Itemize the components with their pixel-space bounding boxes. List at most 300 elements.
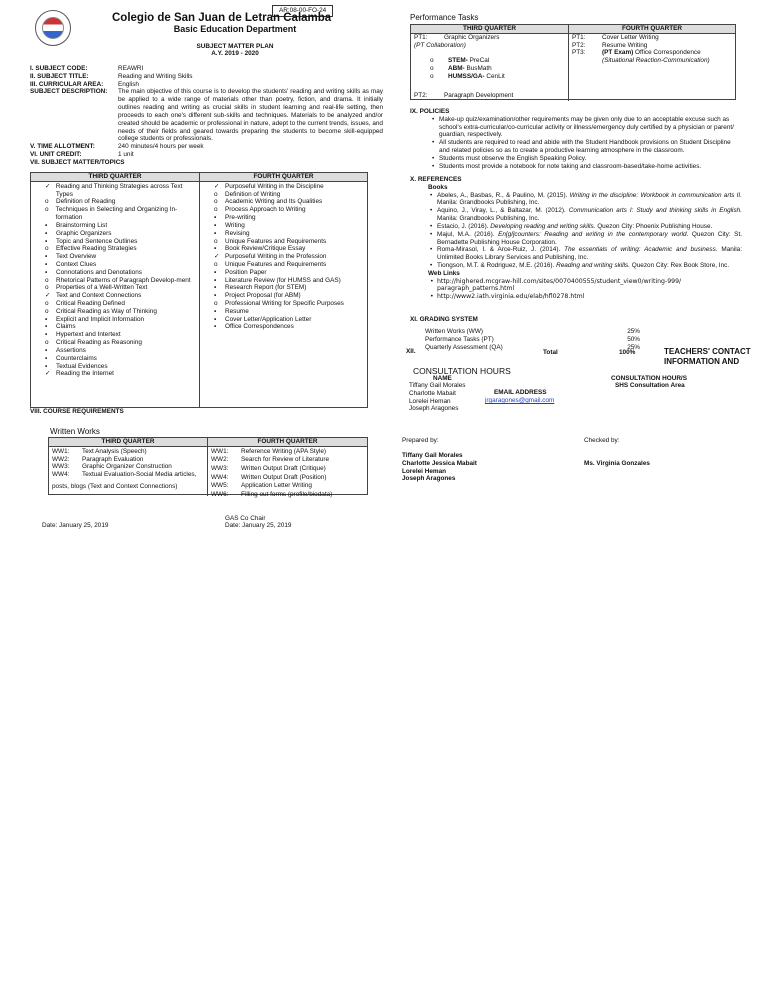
title-label: II. SUBJECT TITLE:	[30, 72, 89, 80]
topic-bullet: o	[45, 276, 49, 284]
topic-text: Professional Writing for Specific Purposes	[225, 300, 344, 307]
performance-table	[410, 24, 736, 100]
ww-q4-row	[211, 456, 364, 465]
topic-item	[200, 191, 367, 199]
ww-q4-row-value: Application Letter Writing	[241, 482, 312, 490]
book-bullet: •	[430, 191, 433, 199]
topic-text: Unique Features and Requirements	[225, 237, 327, 245]
date-right: Date: January 25, 2019	[225, 522, 292, 529]
book-bullet: •	[430, 261, 433, 269]
topic-text: Definition of Writing	[225, 190, 281, 198]
ww-q4-row	[211, 448, 364, 457]
topic-item	[200, 230, 367, 238]
policy-text: All students are required to read and abide with the Student Handbook provisions on Student Discipline and related policies so as to create a productive learning atmosphere in the classroom.	[439, 139, 731, 155]
ww-q4-list	[208, 447, 367, 501]
topic-item	[31, 363, 199, 371]
web-item	[430, 293, 742, 301]
topic-bullet: ✓	[214, 182, 220, 190]
topic-text: Hypertext and Intertext	[56, 331, 121, 339]
topic-text: Critical Reading as Reasoning	[56, 339, 142, 347]
topic-text: Purposeful Writing in the Profession	[225, 253, 327, 261]
topic-bullet: o	[45, 339, 49, 347]
topic-text: Office Correspondences	[225, 323, 294, 331]
topic-text: Book Review/Critique Essay	[225, 245, 306, 253]
topic-bullet: ▪	[45, 221, 48, 229]
ww-q3-row-value: Text Analysis (Speech)	[82, 447, 147, 455]
contact-name-head: NAME	[433, 375, 452, 382]
topic-bullet: ▪	[214, 323, 217, 331]
web-link[interactable]: http://www2.iath.virginia.edu/elab/hfl0278.html	[437, 292, 585, 300]
topic-text: Revising	[225, 229, 250, 237]
topic-text: Resume	[225, 307, 249, 315]
ww-q3-row-key: WW3:	[52, 463, 70, 471]
grading-list	[425, 328, 640, 351]
book-item	[430, 223, 742, 231]
book-item	[430, 192, 742, 208]
topic-bullet: ▪	[45, 229, 48, 237]
topic-item	[31, 230, 199, 238]
topic-bullet: ✓	[214, 253, 220, 261]
topic-item	[31, 277, 199, 285]
topic-item	[200, 222, 367, 230]
plan-year: A.Y. 2019 - 2020	[211, 50, 259, 57]
grading-component: Quarterly Assessment (QA)	[425, 343, 503, 351]
section-xii: XII.	[406, 348, 416, 355]
book-title: Communication arts I: Study and thinking skills in English.	[568, 207, 742, 215]
topic-bullet: ▪	[45, 260, 48, 268]
ww-q4-row	[211, 491, 364, 500]
topic-item	[200, 277, 367, 285]
policies-list	[410, 116, 740, 171]
policy-item	[432, 116, 740, 139]
grading-component: Written Works (WW)	[425, 328, 483, 335]
book-text	[437, 207, 742, 223]
credit-label: VI. UNIT CREDIT:	[30, 150, 82, 158]
policy-bullet: •	[432, 139, 435, 147]
pt-q4-row	[572, 34, 732, 42]
topics-q4-list	[200, 182, 367, 408]
topic-bullet: ▪	[45, 268, 48, 276]
topics-label: VII. SUBJECT MATTER/TOPICS	[30, 158, 125, 166]
topic-item	[200, 308, 367, 316]
topic-item	[31, 284, 199, 292]
topic-bullet: ✓	[45, 182, 51, 190]
topic-text: Project Proposal (for ABM)	[225, 292, 301, 300]
pt3-key: PT3:	[572, 49, 586, 57]
topic-text: Techniques in Selecting and Organizing In-formation	[55, 206, 178, 222]
topic-bullet: o	[45, 206, 49, 214]
time-allotment: 240 minutes/4 hours per week	[118, 143, 204, 151]
topic-bullet: o	[45, 198, 49, 206]
strand-subject: PreCal	[467, 57, 490, 65]
school-name: Colegio de San Juan de Letran Calamba	[112, 12, 332, 24]
topic-bullet: ▪	[45, 315, 48, 323]
topic-bullet: o	[45, 284, 49, 292]
book-author: Majul, M.A. (2016).	[437, 230, 499, 238]
policy-item	[432, 139, 740, 155]
ww-q4-row-key: WW1:	[211, 447, 229, 455]
web-link[interactable]: http://highered.mcgraw-hill.com/sites/0070400555/student_view0/writing-999/ paragraph_patterns.html	[437, 277, 682, 293]
grading-component: Performance Tasks (PT)	[425, 335, 494, 343]
topic-text: Assertions	[56, 346, 86, 354]
ww-q4-row-value: Written Output Draft (Position)	[241, 473, 327, 481]
topic-item	[31, 222, 199, 230]
topic-bullet: ▪	[214, 245, 217, 253]
topic-bullet: ▪	[214, 292, 217, 300]
policy-bullet: •	[432, 162, 435, 170]
references-section	[410, 176, 742, 300]
book-author: Roma-Mirasol, I. & Arce-Ruiz, J. (2014).	[437, 246, 565, 254]
topic-text: Critical Reading as Way of Thinking	[56, 307, 157, 315]
strand-row	[430, 57, 565, 65]
email-head: EMAIL ADDRESS	[494, 389, 547, 396]
prepared-name: Lorelei Heman	[402, 467, 447, 475]
topic-text: Unique Features and Requirements	[225, 260, 327, 268]
ww-q3-row	[52, 456, 204, 464]
topics-q4-head: FOURTH QUARTER	[200, 173, 367, 182]
pt3-value: Office Correspondence	[633, 49, 701, 57]
ww-q4-row	[211, 482, 364, 491]
topic-text: Graphic Organizers	[56, 229, 112, 237]
book-publisher: Quezon City: St. Bernadette Publishing House Corporation.	[437, 230, 742, 246]
topic-bullet: ▪	[45, 354, 48, 362]
topic-item	[31, 238, 199, 246]
grading-total-label: Total	[543, 349, 558, 356]
topic-bullet: ▪	[214, 268, 217, 276]
topic-text: Connotations and Denotations	[56, 268, 142, 276]
topic-bullet: o	[214, 300, 218, 307]
ww-q4-row-value: Search for Review of Literature	[241, 456, 330, 464]
book-title: En[gl]counters: Reading and writing in the contemporary world.	[498, 230, 689, 238]
topics-table	[30, 172, 368, 408]
strand-subject: CenLit	[484, 73, 505, 81]
ww-q3-head: THIRD QUARTER	[49, 438, 208, 447]
strand-text	[448, 65, 492, 72]
topic-item	[200, 316, 367, 324]
pt-q4-row-key: PT1:	[572, 33, 586, 41]
topic-bullet: o	[214, 206, 218, 214]
topic-text: Reading and Thinking Strategies across Text Types	[55, 182, 183, 198]
topic-item	[200, 238, 367, 246]
course-req-label: VIII. COURSE REQUIREMENTS	[30, 408, 124, 415]
topic-text: Rhetorical Patterns of Paragraph Develop-ment	[56, 276, 191, 284]
topic-text: Literature Review (for HUMSS and GAS)	[225, 276, 341, 284]
topic-text: Claims	[56, 323, 76, 331]
topic-bullet: ▪	[214, 229, 217, 237]
policies-title: IX. POLICIES	[410, 108, 450, 115]
topic-bullet: ▪	[214, 221, 217, 229]
topic-item	[200, 284, 367, 292]
topics-q3-list	[31, 182, 200, 408]
topic-text: Position Paper	[225, 268, 267, 276]
topic-text: Definition of Reading	[56, 198, 116, 206]
ww-q3-list	[52, 448, 204, 479]
ww-q4-row	[211, 465, 364, 474]
topics-q3-head: THIRD QUARTER	[31, 173, 200, 182]
contact-name: Charlotte Mabait	[409, 389, 456, 397]
pt3-note: (Situational Reaction-Communication)	[602, 57, 710, 65]
topic-bullet: ▪	[214, 284, 217, 292]
written-works-title: Written Works	[50, 427, 100, 436]
strand-bullet: o	[430, 73, 434, 81]
book-bullet: •	[430, 230, 433, 238]
strand-bullet: o	[430, 57, 434, 65]
ww-q3-row-value: Paragraph Evaluation	[82, 455, 144, 463]
date-left: Date: January 25, 2019	[42, 522, 109, 529]
strand-row	[430, 65, 565, 73]
grading-row	[425, 328, 640, 336]
policy-bullet: •	[432, 154, 435, 162]
unit-credit: 1 unit	[118, 150, 134, 158]
topic-bullet: o	[214, 260, 218, 268]
gas-co-chair: GAS Co Chair	[225, 515, 266, 522]
pt-strands-list	[414, 57, 565, 80]
ww-q3-row-key: WW2:	[52, 455, 70, 463]
prepared-name: Tiffany Gail Morales	[402, 452, 463, 459]
topic-item	[200, 300, 367, 308]
topic-item	[31, 261, 199, 269]
pt2-value: Paragraph Development	[444, 92, 514, 99]
topic-item	[31, 331, 199, 339]
topic-item	[31, 292, 199, 300]
consult-area: SHS Consultation Area	[615, 382, 685, 389]
topic-item	[200, 323, 367, 331]
topic-text: Text and Context Connections	[56, 292, 142, 300]
topic-text: Critical Reading Defined	[56, 300, 125, 307]
strand-text	[448, 57, 489, 64]
topic-bullet: ✓	[45, 292, 51, 300]
performance-title: Performance Tasks	[410, 13, 479, 22]
checked-name: Ms. Virginia Gonzales	[584, 460, 650, 467]
time-label: V. TIME ALLOTMENT:	[30, 143, 95, 151]
pt-q4-head: FOURTH QUARTER	[569, 25, 735, 34]
written-works-table	[48, 437, 368, 499]
pt1-key: PT1:	[414, 33, 428, 41]
code-label: I. SUBJECT CODE:	[30, 65, 88, 72]
book-title: The essentials of writing: Academic and business.	[564, 246, 718, 254]
prepared-names	[402, 452, 477, 483]
document-code: AR:08-00-FO-24	[272, 5, 333, 17]
topic-item	[31, 198, 199, 206]
topic-bullet: ▪	[45, 331, 48, 339]
policy-text: Make-up quiz/examination/other requirements may be given only due to an acceptable excuse such as school's extra-curricular/co-curricular activity or illness/emergency duly certified by a physician or parent/ guardian, respectively.	[439, 115, 734, 139]
book-author: Estacio, J. (2016).	[437, 222, 491, 230]
book-item	[430, 207, 742, 223]
topic-text: Properties of a Well-Written Text	[56, 284, 148, 292]
pt-q4-list	[572, 34, 732, 50]
references-title: X. REFERENCES	[410, 176, 462, 183]
curricular-area: English	[118, 80, 139, 88]
ww-q3-row	[52, 448, 204, 456]
topic-item	[200, 183, 367, 191]
policy-item	[432, 163, 740, 171]
topic-bullet: ▪	[45, 237, 48, 245]
topic-item	[200, 214, 367, 222]
topic-bullet: ✓	[45, 370, 51, 378]
topic-item	[31, 370, 199, 378]
book-title: Writing in the discipline: Workbook in communication arts II.	[569, 191, 742, 199]
topic-item	[200, 245, 367, 253]
topic-item	[31, 245, 199, 253]
topic-text: Writing	[225, 221, 245, 229]
ww-q4-row-key: WW4:	[211, 473, 229, 481]
topic-item	[31, 269, 199, 277]
pt-q4-row-value: Resume Writing	[602, 41, 648, 49]
topic-item	[200, 292, 367, 300]
books-list	[410, 192, 742, 270]
book-text	[437, 192, 742, 208]
ww-q4-row-key: WW6:	[211, 491, 229, 499]
topic-text: Research Report (for STEM)	[225, 284, 307, 292]
strand-code: HUMSS/GA-	[448, 73, 485, 81]
contact-name: Joseph Aragones	[409, 405, 459, 413]
ww-q3-row-key: WW1:	[52, 447, 70, 455]
topic-bullet: ▪	[45, 346, 48, 354]
ww-q3-row	[52, 463, 204, 471]
pt-q4-row-key: PT2:	[572, 41, 586, 49]
pt1-value: Graphic Organizers	[444, 33, 500, 41]
policy-item	[432, 155, 740, 163]
grading-weight: 50%	[627, 335, 640, 343]
subject-code: REAWRI	[118, 65, 144, 72]
web-item	[430, 278, 742, 293]
consult-head: CONSULTATION HOUR/S	[611, 375, 687, 382]
web-bullet: •	[430, 292, 434, 300]
book-item	[430, 231, 742, 247]
topic-item	[31, 339, 199, 347]
checked-label: Checked by:	[584, 437, 620, 444]
book-author: Aquino, J., Viray, L., & Baltazar, M. (2012).	[437, 207, 569, 215]
pt1-note: (PT Collaboration)	[414, 41, 466, 49]
topic-text: Academic Writing and Its Qualities	[225, 198, 323, 206]
grading-weight: 25%	[627, 343, 640, 351]
ww-q3-tail: posts, blogs (Text and Context Connections)	[52, 483, 178, 491]
prepared-label: Prepared by:	[402, 437, 439, 444]
book-item	[430, 262, 742, 270]
topic-text: Counterclaims	[56, 354, 97, 362]
topic-text: Cover Letter/Application Letter	[225, 315, 312, 323]
ww-q4-row-key: WW2:	[211, 456, 229, 464]
email-link[interactable]: jrgaragones@gmail.com	[485, 397, 555, 404]
topic-bullet: ▪	[45, 323, 48, 331]
grading-total: 100%	[619, 349, 636, 356]
strand-subject: BusMath	[464, 65, 492, 73]
grading-row	[425, 344, 640, 352]
ww-q3-row-value: Graphic Organizer Construction	[82, 463, 172, 471]
ww-q4-row	[211, 474, 364, 483]
topic-item	[31, 316, 199, 324]
book-title: Developing reading and writing skills.	[490, 222, 596, 230]
book-bullet: •	[430, 207, 433, 215]
topic-bullet: o	[214, 198, 218, 206]
topic-item	[31, 206, 199, 222]
book-publisher: Manila: Grandbooks Publishing, Inc.	[437, 215, 540, 223]
topic-item	[31, 183, 199, 199]
plan-title: SUBJECT MATTER PLAN	[196, 43, 274, 50]
web-bullet: •	[430, 277, 434, 285]
book-text	[437, 231, 742, 247]
consultation-hours-head: CONSULTATION HOURS	[413, 366, 511, 376]
policy-text: Students must observe the English Speaking Policy.	[439, 154, 587, 162]
book-publisher: Quezon City: Rex Book Store, Inc.	[630, 261, 730, 269]
topic-item	[31, 355, 199, 363]
topic-bullet: o	[214, 190, 218, 198]
topic-text: Reading the Internet	[56, 370, 114, 378]
book-publisher: Manila: Grandbooks Publishing, Inc.	[437, 199, 540, 207]
book-text	[437, 246, 742, 262]
ww-q4-head: FOURTH QUARTER	[208, 438, 367, 447]
pt-q4-row	[572, 42, 732, 50]
topic-item	[31, 300, 199, 308]
prepared-name: Charlotte Jessica Mabait	[402, 459, 477, 467]
topic-item	[200, 206, 367, 214]
pt3-bold: (PT Exam)	[602, 49, 634, 57]
ww-q3-row-key: WW4:	[52, 471, 70, 479]
strand-bullet: o	[430, 65, 434, 73]
subject-title: Reading and Writing Skills	[118, 72, 193, 80]
grading-row	[425, 336, 640, 344]
pt-q3-head: THIRD QUARTER	[411, 25, 569, 34]
books-label: Books	[428, 183, 448, 191]
pt-q4-row-value: Cover Letter Writing	[602, 33, 659, 41]
topic-bullet: o	[214, 237, 218, 245]
topic-item	[200, 261, 367, 269]
topic-item	[31, 323, 199, 331]
topic-text: Purposeful Writing in the Discipline	[225, 182, 324, 190]
prepared-name: Joseph Aragones	[402, 475, 456, 483]
topic-text: Textual Evidences	[56, 362, 108, 370]
topic-bullet: ▪	[214, 307, 217, 315]
strand-row	[430, 73, 565, 81]
ww-q4-row-value: Filling out forms (profile/biodata)	[241, 491, 333, 499]
book-item	[430, 246, 742, 262]
ww-q3-row-value: Textual Evaluation-Social Media articles,	[82, 471, 197, 479]
desc-label: SUBJECT DESCRIPTION:	[30, 88, 108, 96]
book-text	[437, 262, 729, 270]
ww-q4-row-key: WW3:	[211, 465, 229, 473]
subject-description: The main objective of this course is to develop the students' reading and writing skills as may be applied to a wide range of materials other than poetry, fiction, and drama. It initially outlines reading and writing as crucial skills in student learning and real-life setting, then proceeds to each one's different sub-skills and techniques. Materials to be analyzed and/or created should be academic or professional in nature, adept to the current trends, issues, and needs of their fields and geared towards preparing the students to become skill-equipped college students or professionals.	[118, 88, 383, 143]
topic-bullet: ▪	[214, 276, 217, 284]
topic-text: Effective Reading Strategies	[56, 245, 137, 253]
topic-item	[31, 253, 199, 261]
topic-text: Explicit and Implicit Information	[56, 315, 145, 323]
book-author: Abeles, A., Basbas, R., & Paulino, M. (2015).	[437, 191, 570, 199]
topic-bullet: ▪	[214, 315, 217, 323]
topic-bullet: ▪	[45, 362, 48, 370]
topic-bullet: ▪	[214, 214, 217, 222]
pt2-key: PT2:	[414, 92, 428, 99]
topic-item	[31, 347, 199, 355]
policy-text: Students most provide a notebook for note taking and classroom-based/take-home activities.	[439, 162, 702, 170]
topic-text: Text Overview	[56, 253, 97, 261]
topic-bullet: o	[45, 245, 49, 253]
topic-text: Pre-writing	[225, 214, 256, 222]
book-bullet: •	[430, 222, 433, 230]
school-seal-icon	[35, 10, 71, 46]
book-title: Reading and writing skills.	[556, 261, 630, 269]
strand-text	[448, 73, 505, 80]
department-name: Basic Education Department	[173, 24, 297, 34]
topic-item	[200, 253, 367, 261]
topic-text: Context Clues	[56, 260, 97, 268]
topic-bullet: o	[45, 307, 49, 315]
topic-item	[31, 308, 199, 316]
teachers-contact-head: TEACHERS' CONTACT INFORMATION AND	[664, 347, 751, 366]
web-list	[410, 278, 742, 301]
topic-text: Brainstorming List	[56, 221, 108, 229]
book-publisher: Quezon City: Phoenix Publishing House.	[595, 222, 713, 230]
book-bullet: •	[430, 246, 433, 254]
